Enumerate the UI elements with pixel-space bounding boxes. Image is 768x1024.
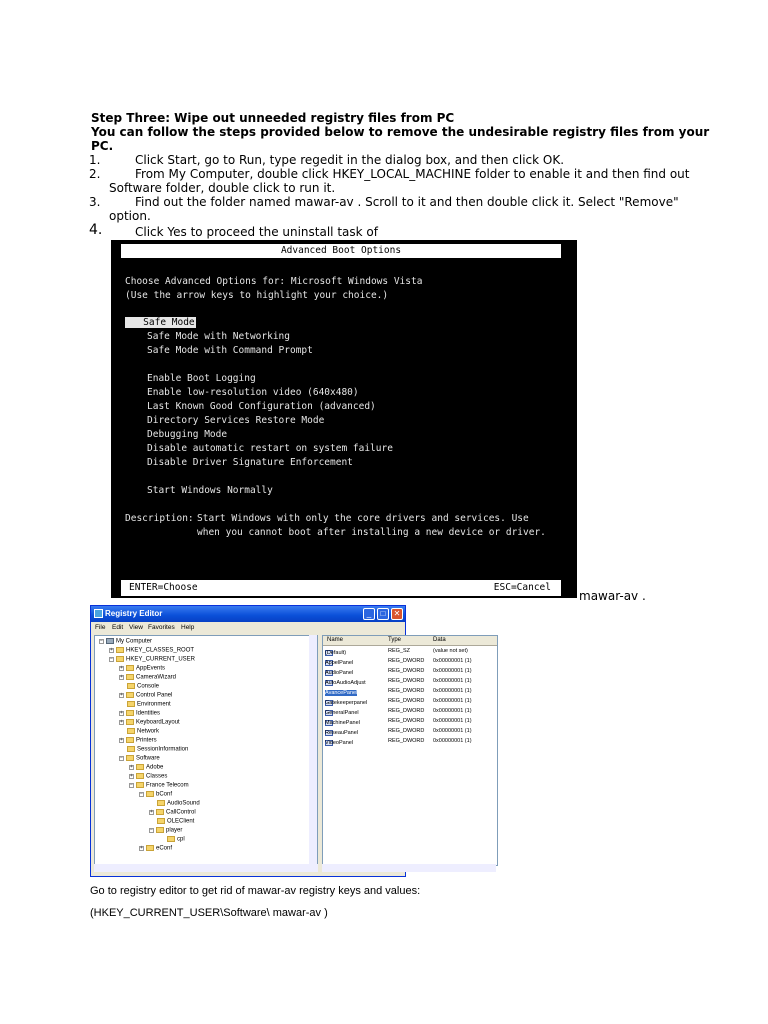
folder-icon bbox=[126, 692, 134, 698]
step-1 bbox=[89, 153, 689, 167]
expand-icon[interactable]: + bbox=[130, 763, 133, 770]
registry-key-tree[interactable] bbox=[94, 635, 318, 866]
collapse-icon[interactable]: − bbox=[120, 754, 123, 761]
folder-icon bbox=[127, 728, 135, 734]
menu-view[interactable]: View bbox=[129, 624, 143, 631]
registry-editor-window bbox=[90, 605, 472, 877]
boot-option[interactable]: Safe Mode with Networking bbox=[147, 331, 290, 342]
step-4-trailing-text: mawar-av . bbox=[579, 589, 646, 603]
tree-node[interactable]: − My Computer bbox=[100, 637, 153, 645]
folder-icon bbox=[136, 782, 144, 788]
intro-line: You can follow the steps provided below to remove the undesirable registry files from your bbox=[91, 125, 710, 139]
column-type[interactable]: Type bbox=[388, 637, 402, 643]
folder-icon bbox=[126, 719, 134, 725]
value-row[interactable]: AutoAudioAdjust REG_DWORD 0x00000001 (1) bbox=[325, 678, 472, 686]
boot-hint-text: (Use the arrow keys to highlight your choice.) bbox=[125, 290, 389, 301]
boot-description-text: when you cannot boot after installing a new device or driver. bbox=[197, 527, 546, 538]
value-row-selected[interactable]: AvancePanel REG_DWORD 0x00000001 (1) bbox=[325, 688, 472, 696]
folder-icon bbox=[157, 818, 165, 824]
folder-icon bbox=[126, 674, 134, 680]
value-row[interactable]: MachinePanel REG_DWORD 0x00000001 (1) bbox=[325, 718, 472, 726]
folder-icon bbox=[126, 710, 134, 716]
menu-bar bbox=[91, 623, 405, 633]
expand-icon[interactable]: + bbox=[140, 844, 143, 851]
folder-icon bbox=[156, 809, 164, 815]
boot-description-label: Description: bbox=[125, 513, 194, 524]
list-horizontal-scrollbar[interactable] bbox=[322, 864, 496, 872]
folder-icon bbox=[116, 656, 124, 662]
window-title: Registry Editor bbox=[105, 609, 163, 618]
step-number: 1. bbox=[89, 153, 101, 167]
value-row[interactable]: AppelPanel REG_DWORD 0x00000001 (1) bbox=[325, 658, 472, 666]
step-3 bbox=[89, 195, 689, 223]
tree-node[interactable]: + Classes bbox=[130, 772, 168, 780]
boot-option[interactable]: Safe Mode with Command Prompt bbox=[147, 345, 313, 356]
step-number: 2. bbox=[89, 167, 101, 181]
registry-editor-icon bbox=[94, 609, 103, 618]
computer-icon bbox=[106, 638, 114, 644]
boot-esc-hint: ESC=Cancel bbox=[493, 582, 551, 593]
step-2 bbox=[89, 167, 689, 195]
value-row[interactable]: VideoPanel REG_DWORD 0x00000001 (1) bbox=[325, 738, 472, 746]
boot-title-bar: Advanced Boot Options bbox=[121, 244, 561, 258]
boot-option[interactable]: Enable Boot Logging bbox=[147, 373, 256, 384]
tree-node[interactable]: + eConf bbox=[140, 844, 173, 852]
tree-node[interactable]: + KeyboardLayout bbox=[120, 718, 180, 726]
expand-icon[interactable]: + bbox=[120, 691, 123, 698]
intro-line-continued: PC. bbox=[91, 139, 114, 153]
value-row[interactable]: AudioPanel REG_DWORD 0x00000001 (1) bbox=[325, 668, 472, 676]
expand-icon[interactable]: + bbox=[120, 709, 123, 716]
tree-node[interactable]: SessionInformation bbox=[127, 746, 188, 754]
expand-icon[interactable]: + bbox=[120, 673, 123, 680]
menu-help[interactable]: Help bbox=[181, 624, 195, 631]
tree-node[interactable]: + CameraWizard bbox=[120, 673, 177, 681]
folder-icon bbox=[127, 683, 135, 689]
step-number: 4. bbox=[89, 222, 103, 238]
menu-edit[interactable]: Edit bbox=[112, 624, 124, 631]
boot-option-selected[interactable]: Safe Mode bbox=[125, 317, 196, 329]
boot-footer-bar bbox=[121, 580, 561, 596]
registry-path-text: (HKEY_CURRENT_USER\Software\ mawar-av ) bbox=[90, 907, 328, 919]
boot-choose-text: Choose Advanced Options for: Microsoft Windows Vista bbox=[125, 276, 423, 287]
folder-icon bbox=[127, 701, 135, 707]
boot-option[interactable]: Start Windows Normally bbox=[147, 485, 273, 496]
value-row[interactable]: Gatekeeperpanel REG_DWORD 0x00000001 (1) bbox=[325, 698, 472, 706]
expand-icon[interactable]: + bbox=[130, 772, 133, 779]
folder-icon bbox=[126, 755, 134, 761]
tree-node[interactable]: − France Telecom bbox=[130, 781, 189, 789]
values-column-headers bbox=[323, 636, 497, 646]
tree-node[interactable]: − player bbox=[150, 826, 183, 834]
value-row[interactable]: ReseauPanel REG_DWORD 0x00000001 (1) bbox=[325, 728, 472, 736]
tree-horizontal-scrollbar[interactable] bbox=[94, 864, 318, 872]
boot-option[interactable]: Debugging Mode bbox=[147, 429, 228, 440]
collapse-icon[interactable]: − bbox=[150, 826, 153, 833]
expand-icon[interactable]: + bbox=[150, 808, 153, 815]
collapse-icon[interactable]: − bbox=[130, 781, 133, 788]
boot-option[interactable]: Disable automatic restart on system failure bbox=[147, 443, 393, 454]
minimize-icon[interactable]: _ bbox=[363, 608, 375, 620]
column-name[interactable]: Name bbox=[327, 637, 344, 643]
menu-file[interactable]: File bbox=[95, 624, 106, 631]
expand-icon[interactable]: + bbox=[120, 736, 123, 743]
tree-node[interactable]: Network bbox=[127, 728, 159, 736]
boot-option[interactable]: Last Known Good Configuration (advanced) bbox=[147, 401, 376, 412]
advanced-boot-options-screenshot bbox=[111, 240, 577, 598]
window-title-bar bbox=[91, 606, 405, 622]
menu-favorites[interactable]: Favorites bbox=[148, 624, 175, 631]
expand-icon[interactable]: + bbox=[120, 664, 123, 671]
tree-node[interactable]: − Software bbox=[120, 754, 160, 762]
tree-node[interactable]: cpl bbox=[167, 836, 185, 844]
collapse-icon[interactable]: − bbox=[140, 790, 143, 797]
boot-option[interactable]: Enable low-resolution video (640x480) bbox=[147, 387, 359, 398]
boot-enter-hint: ENTER=Choose bbox=[129, 582, 198, 593]
step-text: From My Computer, double click HKEY_LOCAL_MACHINE folder to enable it and then find out bbox=[135, 167, 690, 181]
folder-icon bbox=[146, 791, 154, 797]
folder-icon bbox=[126, 737, 134, 743]
registry-instruction-text: Go to registry editor to get rid of mawar-av registry keys and values: bbox=[90, 885, 421, 897]
tree-node[interactable]: + Identities bbox=[120, 709, 161, 717]
step-text: Click Yes to proceed the uninstall task of bbox=[135, 225, 378, 239]
folder-icon bbox=[126, 665, 134, 671]
folder-icon bbox=[116, 647, 124, 653]
value-row[interactable]: GeneralPanel REG_DWORD 0x00000001 (1) bbox=[325, 708, 472, 716]
tree-node[interactable]: + CallControl bbox=[150, 808, 196, 816]
folder-icon bbox=[146, 845, 154, 851]
tree-node[interactable]: AudioSound bbox=[157, 800, 200, 808]
folder-icon bbox=[136, 764, 144, 770]
boot-option[interactable]: Disable Driver Signature Enforcement bbox=[147, 457, 353, 468]
folder-icon bbox=[157, 800, 165, 806]
tree-node[interactable]: OLEClient bbox=[157, 818, 194, 826]
collapse-icon[interactable]: − bbox=[100, 637, 103, 644]
expand-icon[interactable]: + bbox=[120, 718, 123, 725]
tree-vertical-scrollbar[interactable] bbox=[309, 635, 317, 864]
value-row[interactable]: (Default) REG_SZ (value not set) bbox=[325, 648, 468, 656]
step-text-continued: Software folder, double click to run it. bbox=[109, 181, 336, 195]
folder-icon bbox=[167, 836, 175, 842]
step-title: Step Three: Wipe out unneeded registry files from PC bbox=[91, 111, 455, 125]
folder-icon bbox=[156, 827, 164, 833]
registry-values-list[interactable] bbox=[322, 635, 498, 866]
tree-node[interactable]: Environment bbox=[127, 701, 171, 709]
tree-node[interactable]: + HKEY_CLASSES_ROOT bbox=[110, 646, 195, 654]
step-text-continued: option. bbox=[109, 209, 151, 223]
step-text: Click Start, go to Run, type regedit in the dialog box, and then click OK. bbox=[135, 153, 565, 167]
folder-icon bbox=[136, 773, 144, 779]
boot-option[interactable]: Directory Services Restore Mode bbox=[147, 415, 325, 426]
step-4 bbox=[89, 222, 689, 239]
collapse-icon[interactable]: − bbox=[110, 655, 113, 662]
expand-icon[interactable]: + bbox=[110, 646, 113, 653]
tree-node[interactable]: − bConf bbox=[140, 790, 173, 798]
tree-node[interactable]: + Adobe bbox=[130, 763, 164, 771]
column-data[interactable]: Data bbox=[433, 637, 446, 643]
tree-node[interactable]: + Control Panel bbox=[120, 691, 173, 699]
tree-node[interactable]: Console bbox=[127, 683, 159, 691]
folder-icon bbox=[127, 746, 135, 752]
boot-description-text: Start Windows with only the core drivers and services. Use bbox=[197, 513, 529, 524]
tree-node[interactable]: − HKEY_CURRENT_USER bbox=[110, 655, 196, 663]
step-text: Find out the folder named mawar-av . Scroll to it and then double click it. Select "Remove" bbox=[135, 195, 679, 209]
close-icon[interactable]: ✕ bbox=[391, 608, 403, 620]
tree-node[interactable]: + AppEvents bbox=[120, 664, 166, 672]
tree-node[interactable]: + Printers bbox=[120, 736, 157, 744]
step-number: 3. bbox=[89, 195, 101, 209]
maximize-icon[interactable]: □ bbox=[377, 608, 389, 620]
